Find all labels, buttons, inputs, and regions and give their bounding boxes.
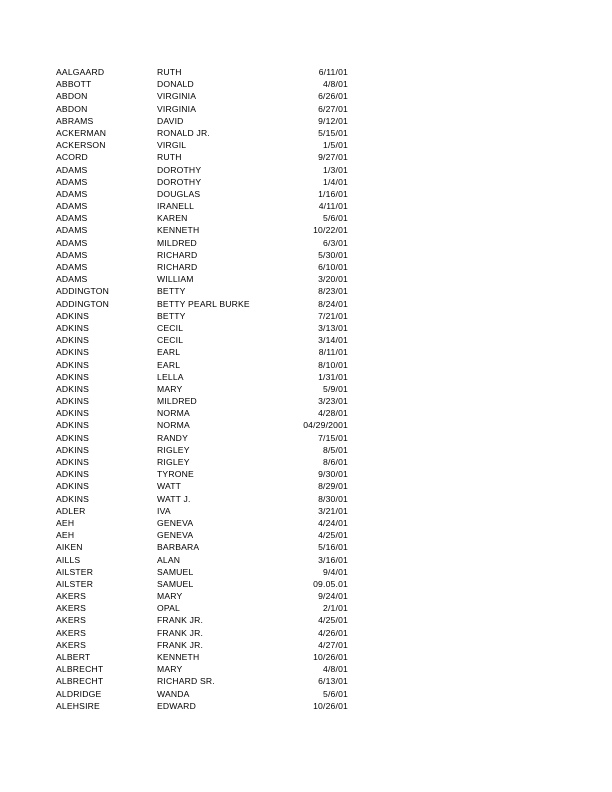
cell-first-name: ALAN <box>157 554 181 565</box>
cell-last-name: ABBOTT <box>56 79 92 90</box>
cell-first-name: DAVID <box>157 115 184 126</box>
cell-last-name: ADKINS <box>56 396 90 407</box>
cell-first-name: FRANK JR. <box>157 615 204 626</box>
cell-first-name: RUTH <box>157 152 182 163</box>
table-row <box>56 346 348 358</box>
cell-date: 09.05.01 <box>313 578 348 589</box>
cell-last-name: AEH <box>56 517 75 528</box>
cell-last-name: ALEHSIRE <box>56 700 100 711</box>
cell-date: 9/4/01 <box>323 566 348 577</box>
table-row <box>56 224 348 236</box>
table-row <box>56 419 348 431</box>
cell-last-name: ACKERMAN <box>56 127 107 138</box>
cell-last-name: ADAMS <box>56 274 88 285</box>
table-row <box>56 700 348 712</box>
cell-date: 1/5/01 <box>323 140 348 151</box>
cell-last-name: ADAMS <box>56 188 88 199</box>
cell-last-name: AIKEN <box>56 542 83 553</box>
cell-date: 6/11/01 <box>318 67 348 77</box>
cell-first-name: DOUGLAS <box>157 188 201 199</box>
cell-first-name: MARY <box>157 664 183 675</box>
cell-first-name: FRANK JR. <box>157 627 204 638</box>
table-row <box>56 578 348 590</box>
table-row <box>56 273 348 285</box>
cell-last-name: ADKINS <box>56 469 90 480</box>
cell-last-name: ADKINS <box>56 335 90 346</box>
cell-first-name: IVA <box>157 505 171 516</box>
table-row <box>56 78 348 90</box>
cell-last-name: ADAMS <box>56 225 88 236</box>
cell-last-name: ADKINS <box>56 493 90 504</box>
cell-last-name: ADAMS <box>56 176 88 187</box>
cell-last-name: ABDON <box>56 91 88 102</box>
table-row <box>56 407 348 419</box>
cell-date: 4/11/01 <box>318 201 348 212</box>
cell-last-name: ADKINS <box>56 444 90 455</box>
cell-last-name: AKERS <box>56 639 87 650</box>
cell-first-name: FRANK JR. <box>157 639 204 650</box>
cell-date: 8/6/01 <box>323 457 348 467</box>
cell-first-name: RIGLEY <box>157 444 190 455</box>
cell-date: 4/8/01 <box>323 664 348 675</box>
table-row <box>56 164 348 176</box>
cell-first-name: CECIL <box>157 335 184 346</box>
cell-first-name: MARY <box>157 591 183 602</box>
cell-first-name: DOROTHY <box>157 164 202 175</box>
table-row <box>56 639 348 651</box>
cell-first-name: MILDRED <box>157 237 197 248</box>
cell-date: 4/8/01 <box>323 79 348 90</box>
table-row <box>56 383 348 395</box>
cell-last-name: ABDON <box>56 103 88 114</box>
cell-last-name: ADAMS <box>56 237 88 248</box>
table-row <box>56 541 348 553</box>
cell-date: 8/23/01 <box>318 286 348 297</box>
cell-date: 7/21/01 <box>318 310 348 321</box>
table-row <box>56 90 348 102</box>
cell-date: 6/26/01 <box>318 91 348 102</box>
cell-first-name: RANDY <box>157 432 188 443</box>
cell-first-name: VIRGIL <box>157 140 187 151</box>
table-row <box>56 237 348 249</box>
cell-first-name: VIRGINIA <box>157 91 197 102</box>
cell-first-name: TYRONE <box>157 469 194 480</box>
cell-last-name: ABRAMS <box>56 115 94 126</box>
table-row <box>56 359 348 371</box>
cell-first-name: GENEVA <box>157 517 194 528</box>
cell-last-name: ALBERT <box>56 652 91 662</box>
cell-first-name: NORMA <box>157 408 190 419</box>
cell-first-name: KENNETH <box>157 652 200 662</box>
table-row <box>56 249 348 261</box>
table-row <box>56 310 348 322</box>
table-row <box>56 493 348 505</box>
cell-date: 8/24/01 <box>318 298 348 309</box>
cell-first-name: NORMA <box>157 420 190 431</box>
cell-last-name: ADKINS <box>56 457 90 467</box>
table-row <box>56 212 348 224</box>
table-row <box>56 139 348 151</box>
cell-date: 1/4/01 <box>323 176 348 187</box>
cell-last-name: ADDINGTON <box>56 286 110 297</box>
table-row <box>56 505 348 517</box>
cell-last-name: ADKINS <box>56 310 90 321</box>
cell-date: 9/30/01 <box>318 469 348 480</box>
cell-date: 04/29/2001 <box>303 420 348 431</box>
cell-date: 4/25/01 <box>318 530 348 541</box>
cell-first-name: BETTY <box>157 286 186 297</box>
cell-first-name: RIGLEY <box>157 457 190 467</box>
table-row <box>56 602 348 614</box>
cell-date: 1/16/01 <box>318 188 348 199</box>
cell-first-name: SAMUEL <box>157 566 194 577</box>
cell-date: 5/6/01 <box>323 213 348 224</box>
cell-date: 5/15/01 <box>318 127 348 138</box>
cell-last-name: ALDRIDGE <box>56 688 102 699</box>
cell-first-name: MARY <box>157 383 183 394</box>
table-row <box>56 554 348 566</box>
cell-date: 8/10/01 <box>318 359 348 370</box>
cell-first-name: KAREN <box>157 213 188 224</box>
cell-last-name: ADKINS <box>56 481 90 492</box>
cell-last-name: ADKINS <box>56 383 90 394</box>
table-row <box>56 468 348 480</box>
cell-last-name: ADKINS <box>56 359 90 370</box>
cell-date: 10/22/01 <box>313 225 348 236</box>
cell-first-name: DONALD <box>157 79 194 90</box>
cell-first-name: WANDA <box>157 688 190 699</box>
table-row <box>56 285 348 297</box>
cell-date: 8/29/01 <box>318 481 348 492</box>
table-row <box>56 103 348 115</box>
cell-last-name: ALBRECHT <box>56 676 104 687</box>
cell-first-name: EDWARD <box>157 700 196 711</box>
cell-date: 6/3/01 <box>323 237 348 248</box>
cell-last-name: ADAMS <box>56 201 88 212</box>
table-row <box>56 334 348 346</box>
cell-last-name: AILLS <box>56 554 81 565</box>
cell-last-name: AKERS <box>56 603 87 614</box>
cell-date: 3/21/01 <box>318 505 348 516</box>
table-row <box>56 566 348 578</box>
cell-first-name: WILLIAM <box>157 274 194 285</box>
table-row <box>56 322 348 334</box>
record-list <box>56 66 348 712</box>
table-row <box>56 529 348 541</box>
table-row <box>56 200 348 212</box>
cell-date: 10/26/01 <box>313 700 348 711</box>
cell-last-name: ADKINS <box>56 420 90 431</box>
table-row <box>56 176 348 188</box>
cell-last-name: ACORD <box>56 152 88 163</box>
cell-first-name: WATT J. <box>157 493 191 504</box>
cell-date: 9/27/01 <box>318 152 348 163</box>
cell-date: 10/26/01 <box>313 652 348 662</box>
cell-date: 5/30/01 <box>318 249 348 260</box>
cell-date: 3/16/01 <box>318 554 348 565</box>
cell-date: 2/1/01 <box>323 603 348 614</box>
cell-date: 5/6/01 <box>323 688 348 699</box>
cell-last-name: ADKINS <box>56 432 90 443</box>
cell-last-name: ADKINS <box>56 408 90 419</box>
cell-first-name: RICHARD SR. <box>157 676 215 687</box>
cell-first-name: MILDRED <box>157 396 197 407</box>
cell-first-name: WATT <box>157 481 182 492</box>
cell-first-name: EARL <box>157 347 181 358</box>
table-row <box>56 432 348 444</box>
cell-date: 6/27/01 <box>318 103 348 114</box>
cell-date: 5/16/01 <box>318 542 348 553</box>
cell-last-name: AALGAARD <box>56 67 105 77</box>
cell-date: 4/24/01 <box>318 517 348 528</box>
cell-date: 9/12/01 <box>318 115 348 126</box>
cell-first-name: RONALD JR. <box>157 127 210 138</box>
table-row <box>56 614 348 626</box>
cell-first-name: RICHARD <box>157 262 198 272</box>
cell-last-name: ADKINS <box>56 322 90 333</box>
cell-last-name: AEH <box>56 530 75 541</box>
cell-last-name: AKERS <box>56 591 87 602</box>
cell-first-name: RUTH <box>157 67 182 77</box>
table-row <box>56 456 348 468</box>
cell-date: 3/20/01 <box>318 274 348 285</box>
cell-last-name: ADAMS <box>56 164 88 175</box>
table-row <box>56 298 348 310</box>
table-row <box>56 66 348 78</box>
cell-first-name: KENNETH <box>157 225 200 236</box>
table-row <box>56 590 348 602</box>
cell-date: 6/13/01 <box>318 676 348 687</box>
cell-first-name: EARL <box>157 359 181 370</box>
table-row <box>56 651 348 663</box>
table-row <box>56 675 348 687</box>
cell-date: 3/14/01 <box>318 335 348 346</box>
cell-first-name: RICHARD <box>157 249 198 260</box>
cell-date: 9/24/01 <box>318 591 348 602</box>
cell-first-name: DOROTHY <box>157 176 202 187</box>
cell-last-name: AILSTER <box>56 566 94 577</box>
cell-last-name: ADAMS <box>56 249 88 260</box>
cell-last-name: ADKINS <box>56 347 90 358</box>
cell-first-name: IRANELL <box>157 201 195 212</box>
cell-first-name: VIRGINIA <box>157 103 197 114</box>
cell-first-name: CECIL <box>157 322 184 333</box>
cell-last-name: AILSTER <box>56 578 94 589</box>
cell-date: 5/9/01 <box>323 383 348 394</box>
cell-last-name: ALBRECHT <box>56 664 104 675</box>
cell-date: 1/3/01 <box>323 164 348 175</box>
table-row <box>56 517 348 529</box>
cell-last-name: AKERS <box>56 627 87 638</box>
table-row <box>56 151 348 163</box>
cell-date: 3/23/01 <box>318 396 348 407</box>
cell-date: 4/28/01 <box>318 408 348 419</box>
cell-date: 4/27/01 <box>318 639 348 650</box>
table-row <box>56 480 348 492</box>
cell-date: 3/13/01 <box>318 322 348 333</box>
cell-first-name: SAMUEL <box>157 578 194 589</box>
cell-date: 4/26/01 <box>318 627 348 638</box>
cell-date: 1/31/01 <box>318 371 348 382</box>
cell-last-name: ADAMS <box>56 213 88 224</box>
cell-last-name: ACKERSON <box>56 140 106 151</box>
cell-last-name: ADAMS <box>56 262 88 272</box>
cell-first-name: GENEVA <box>157 530 194 541</box>
table-row <box>56 688 348 700</box>
table-row <box>56 663 348 675</box>
cell-first-name: OPAL <box>157 603 181 614</box>
table-row <box>56 371 348 383</box>
cell-last-name: ADKINS <box>56 371 90 382</box>
table-row <box>56 188 348 200</box>
cell-last-name: AKERS <box>56 615 87 626</box>
cell-last-name: ADDINGTON <box>56 298 110 309</box>
cell-first-name: BARBARA <box>157 542 200 553</box>
table-row <box>56 261 348 273</box>
cell-date: 4/25/01 <box>318 615 348 626</box>
cell-date: 7/15/01 <box>318 432 348 443</box>
table-row <box>56 627 348 639</box>
table-row <box>56 395 348 407</box>
cell-date: 8/5/01 <box>323 444 348 455</box>
table-row <box>56 115 348 127</box>
cell-last-name: ADLER <box>56 505 86 516</box>
table-row <box>56 127 348 139</box>
cell-first-name: BETTY PEARL BURKE <box>157 298 250 309</box>
cell-first-name: LELLA <box>157 371 184 382</box>
cell-date: 6/10/01 <box>318 262 348 272</box>
cell-date: 8/11/01 <box>318 347 348 358</box>
cell-first-name: BETTY <box>157 310 186 321</box>
cell-date: 8/30/01 <box>318 493 348 504</box>
table-row <box>56 444 348 456</box>
